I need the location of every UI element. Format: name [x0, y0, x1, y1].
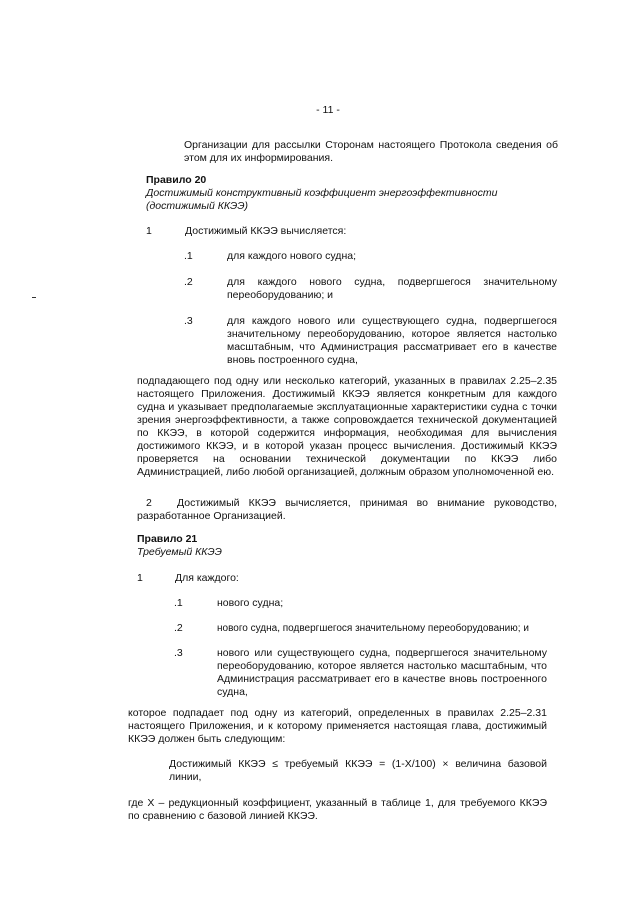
rule-21-item-2-text: нового судна, подвергшегося значительному переоборудованию; и	[217, 623, 529, 634]
page-number: - 11 -	[316, 104, 340, 116]
rule-21-item-3-number: .3	[174, 647, 183, 659]
rule-21-item-1-text: нового судна;	[217, 597, 284, 609]
rule-20-para-2-text: Достижимый ККЭЭ вычисляется, принимая во внимание руководство, разработанное Организацией.	[137, 497, 557, 522]
rule-20-subtitle: Достижимый конструктивный коэффициент энергоэффективности (достижимый ККЭЭ)	[146, 187, 498, 212]
rule-20-item-1-number: .1	[184, 250, 193, 262]
rule-21-item-1-number: .1	[174, 597, 183, 609]
rule-21-formula: Достижимый ККЭЭ ≤ требуемый ККЭЭ = (1-X/100) × величина базовой линии,	[169, 758, 547, 783]
rule-20-para-1-continuation: подпадающего под одну или несколько категорий, указанных в правилах 2.25–2.35 настоящего Приложения. Достижимый ККЭЭ является конкретным для каждого судна и указывает предполагаемые эксплуатационные характеристики судна с точки зрения энергоэффективности, а также сопровождается технической документацией по ККЭЭ, в которой содержится информация, необходимая для вычисления достижимого ККЭЭ, и в которой указан процесс вычисления. Достижимый ККЭЭ проверяется на основании технической документации по ККЭЭ либо Администрацией, либо любой организацией, должным образом уполномоченной ею.	[137, 375, 557, 478]
rule-20-title: Правило 20	[146, 174, 207, 186]
rule-21-subtitle: Требуемый ККЭЭ	[137, 546, 222, 558]
rule-20-item-2-number: .2	[184, 276, 193, 288]
rule-20-item-1-text: для каждого нового судна;	[227, 250, 356, 262]
rule-21-item-3-text: нового или существующего судна, подвергшегося значительному переоборудованию, которое является настолько масштабным, что Администрация рассматривает его в качестве вновь построенного судна,	[217, 647, 547, 698]
rule-20-item-2-text: для каждого нового судна, подвергшегося значительному переоборудованию; и	[227, 276, 557, 301]
rule-20-item-3-text: для каждого нового или существующего судна, подвергшегося значительному переоборудованию, которое является настолько масштабным, что Администрация рассматривает его в качестве вновь построенного судна,	[227, 315, 557, 366]
intro-paragraph: Организации для рассылки Сторонам настоящего Протокола сведения об этом для их информирования.	[184, 139, 558, 164]
rule-21-title: Правило 21	[137, 533, 198, 545]
rule-21-item-2-number: .2	[174, 622, 183, 634]
rule-20-para-1-text: Достижимый ККЭЭ вычисляется:	[185, 225, 347, 237]
rule-21-para-1-number: 1	[137, 572, 143, 584]
rule-20-para-1-number: 1	[146, 225, 152, 237]
rule-21-para-1-continuation: которое подпадает под одну из категорий, определенных в правилах 2.25–2.31 настоящего Приложения, и к которому применяется настоящая глава, достижимый ККЭЭ должен быть следующим:	[128, 707, 547, 745]
rule-21-para-1-text: Для каждого:	[175, 572, 239, 584]
rule-21-where-clause: где X – редукционный коэффициент, указанный в таблице 1, для требуемого ККЭЭ по сравнению с базовой линией ККЭЭ.	[128, 797, 547, 822]
rule-20-para-2-number: 2	[146, 497, 152, 509]
scan-margin-mark	[32, 297, 36, 298]
rule-20-item-3-number: .3	[184, 315, 193, 327]
